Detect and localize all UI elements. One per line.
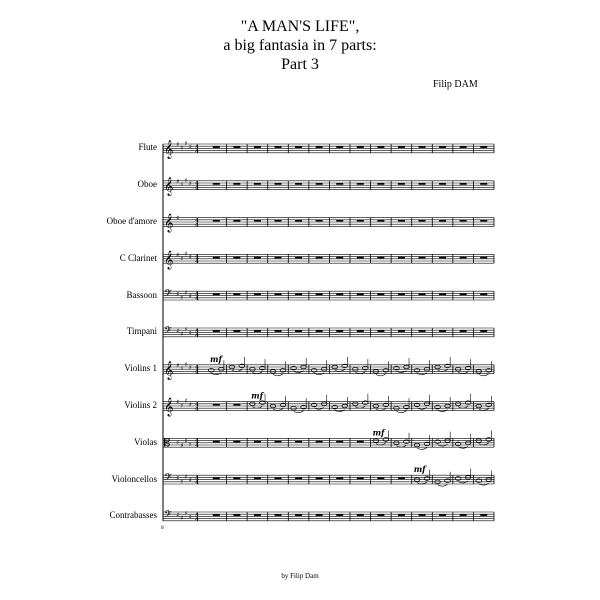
whole-rest: [213, 477, 220, 479]
whole-rest: [398, 257, 405, 259]
whole-rest: [233, 220, 240, 222]
time-sig-bottom: 4: [195, 369, 199, 376]
instrument-label: Violins 1: [124, 363, 157, 374]
alto-clef: 𝄡: [164, 436, 171, 450]
time-sig-top: 4: [195, 328, 199, 335]
whole-rest: [275, 514, 282, 516]
whole-rest: [398, 183, 405, 185]
treble-clef: 𝄞: [164, 176, 174, 196]
dynamic-mark: mf: [251, 390, 264, 401]
whole-rest: [254, 293, 261, 295]
key-sharp: ♯: [176, 290, 180, 298]
whole-rest: [377, 257, 384, 259]
treble-clef: 𝄞: [164, 360, 174, 380]
key-sharp: ♯: [184, 288, 188, 297]
instrument-label: Contrabasses: [109, 510, 157, 521]
time-sig-bottom: 4: [195, 222, 199, 229]
whole-rest: [295, 293, 302, 295]
whole-rest: [419, 220, 426, 222]
whole-rest: [295, 441, 302, 443]
whole-rest: [357, 293, 364, 295]
whole-rest: [233, 330, 240, 332]
whole-rest: [480, 293, 487, 295]
whole-rest: [377, 293, 384, 295]
whole-rest: [295, 146, 302, 148]
whole-rest: [357, 220, 364, 222]
whole-rest: [254, 220, 261, 222]
whole-rest: [275, 146, 282, 148]
whole-rest: [316, 220, 323, 222]
time-sig-top: 4: [195, 401, 199, 408]
treble-clef: 𝄞: [164, 397, 174, 417]
whole-rest: [275, 441, 282, 443]
key-sharp: ♯: [180, 180, 184, 189]
whole-rest: [377, 220, 384, 222]
instrument-label: Timpani: [126, 326, 157, 337]
bass-clef: 𝄢: [164, 508, 172, 523]
key-sharp: ♯: [180, 401, 184, 410]
measure-number: 8: [161, 525, 164, 531]
whole-rest: [439, 183, 446, 185]
title-line-3: Part 3: [281, 56, 319, 73]
whole-rest: [275, 330, 282, 332]
key-sharp: ♯: [176, 326, 180, 335]
slur: [396, 411, 406, 413]
whole-rest: [254, 477, 261, 479]
whole-rest: [336, 146, 343, 148]
dynamic-mark: mf: [210, 353, 222, 364]
time-sig-top: 4: [195, 512, 199, 519]
whole-rest: [254, 183, 261, 185]
whole-rest: [316, 514, 323, 516]
key-sharp: ♯: [188, 329, 192, 337]
key-sharp: ♯: [188, 400, 192, 409]
key-sharp: ♯: [184, 509, 188, 518]
whole-rest: [336, 514, 343, 516]
whole-rest: [213, 441, 220, 443]
key-sharp: ♯: [180, 143, 184, 152]
whole-rest: [460, 146, 467, 148]
whole-rest: [439, 330, 446, 332]
key-sharp: ♯: [180, 477, 184, 486]
whole-rest: [316, 293, 323, 295]
whole-rest: [336, 183, 343, 185]
key-sharp: ♯: [184, 360, 188, 369]
time-sig-top: 4: [195, 291, 199, 298]
whole-rest: [398, 220, 405, 222]
time-sig-top: 4: [195, 217, 199, 224]
whole-rest: [460, 330, 467, 332]
instrument-label: Violins 2: [124, 400, 157, 410]
whole-rest: [419, 146, 426, 148]
key-sharp: ♯: [184, 325, 188, 334]
time-sig-top: 4: [195, 181, 199, 188]
whole-rest: [419, 257, 426, 259]
whole-rest: [213, 330, 220, 332]
instrument-label: Violoncellos: [111, 473, 157, 484]
key-sharp: ♯: [184, 397, 188, 406]
whole-rest: [439, 220, 446, 222]
treble-clef: 𝄞: [164, 139, 174, 159]
key-sharp: ♯: [176, 510, 180, 519]
whole-rest: [377, 330, 384, 332]
key-sharp: ♯: [180, 330, 184, 339]
whole-rest: [398, 330, 405, 332]
whole-rest: [233, 257, 240, 259]
whole-rest: [419, 514, 426, 516]
key-sharp: ♯: [176, 177, 180, 186]
whole-rest: [295, 257, 302, 259]
instrument-label: Oboe: [137, 179, 157, 190]
whole-rest: [398, 514, 405, 516]
key-sharp: ♯: [188, 513, 192, 521]
footer-credit: by Filip Dam: [281, 572, 319, 580]
whole-rest: [254, 257, 261, 259]
time-sig-top: 4: [195, 365, 199, 372]
whole-rest: [316, 183, 323, 185]
key-sharp: ♯: [176, 398, 180, 407]
instrument-label: Bassoon: [126, 289, 157, 300]
key-sharp: ♯: [176, 438, 180, 447]
whole-rest: [233, 293, 240, 295]
key-sharp: ♯: [180, 293, 184, 302]
whole-rest: [316, 146, 323, 148]
composer-name: Filip DAM: [433, 79, 478, 90]
whole-rest: [419, 330, 426, 332]
whole-rest: [213, 257, 220, 259]
whole-rest: [316, 330, 323, 332]
whole-rest: [213, 514, 220, 516]
time-sig-bottom: 4: [195, 148, 199, 155]
time-sig-bottom: 4: [195, 259, 199, 266]
instrument-label: Flute: [138, 142, 157, 153]
whole-rest: [233, 404, 240, 406]
bass-clef: 𝄢: [164, 287, 172, 302]
key-sharp: ♯: [176, 361, 180, 370]
whole-rest: [377, 183, 384, 185]
whole-rest: [336, 220, 343, 222]
key-sharp: ♯: [188, 363, 192, 372]
key-sharp: ♯: [184, 176, 188, 185]
key-sharp: ♯: [188, 476, 192, 485]
key-sharp: ♯: [176, 474, 180, 482]
key-sharp: ♯: [188, 253, 192, 262]
bass-clef: 𝄢: [164, 471, 172, 486]
whole-rest: [275, 477, 282, 479]
whole-rest: [480, 257, 487, 259]
whole-rest: [295, 477, 302, 479]
whole-rest: [336, 330, 343, 332]
whole-rest: [398, 477, 405, 479]
title-line-2: a big fantasia in 7 parts:: [223, 37, 377, 54]
slur: [417, 448, 427, 450]
title-line-1: "A MAN'S LIFE",: [240, 18, 360, 35]
whole-rest: [398, 293, 405, 295]
slur: [273, 374, 283, 376]
whole-rest: [233, 477, 240, 479]
whole-rest: [398, 146, 405, 148]
whole-rest: [336, 441, 343, 443]
whole-rest: [357, 477, 364, 479]
whole-rest: [419, 183, 426, 185]
whole-rest: [336, 477, 343, 479]
whole-rest: [233, 146, 240, 148]
whole-rest: [213, 404, 220, 406]
key-sharp: ♯: [184, 249, 188, 258]
key-sharp: ♯: [184, 472, 188, 481]
slur: [376, 374, 386, 376]
key-sharp: ♯: [188, 440, 192, 449]
whole-rest: [377, 514, 384, 516]
time-sig-bottom: 4: [195, 406, 199, 413]
slur: [438, 484, 448, 486]
time-sig-bottom: 4: [195, 516, 199, 523]
time-sig-top: 4: [195, 475, 199, 482]
whole-rest: [460, 220, 467, 222]
time-sig-bottom: 4: [195, 443, 199, 450]
whole-rest: [460, 293, 467, 295]
whole-rest: [377, 477, 384, 479]
whole-rest: [480, 146, 487, 148]
key-sharp: ♯: [180, 364, 184, 373]
time-sig-bottom: 4: [195, 332, 199, 339]
time-sig-top: 4: [195, 254, 199, 261]
whole-rest: [275, 293, 282, 295]
whole-rest: [377, 146, 384, 148]
instrument-label: C Clarinet: [119, 252, 157, 263]
time-sig-bottom: 4: [195, 296, 199, 302]
treble-clef: 𝄞: [164, 249, 174, 269]
dynamic-mark: mf: [413, 464, 426, 475]
whole-rest: [213, 220, 220, 222]
time-sig-bottom: 4: [195, 185, 199, 192]
whole-rest: [295, 330, 302, 332]
whole-rest: [316, 257, 323, 259]
key-sharp: ♯: [180, 254, 184, 263]
whole-rest: [295, 183, 302, 185]
whole-rest: [336, 257, 343, 259]
bass-clef: 𝄢: [164, 324, 172, 339]
whole-rest: [460, 257, 467, 259]
whole-rest: [254, 330, 261, 332]
whole-rest: [233, 183, 240, 185]
whole-rest: [316, 441, 323, 443]
whole-rest: [254, 441, 261, 443]
treble-clef: 𝄞: [164, 213, 174, 233]
key-sharp: ♯: [176, 140, 180, 149]
key-sharp: ♯: [180, 441, 184, 450]
slur: [479, 374, 489, 376]
key-sharp: ♯: [188, 179, 192, 188]
whole-rest: [254, 514, 261, 516]
time-sig-bottom: 4: [195, 480, 199, 486]
whole-rest: [213, 293, 220, 295]
whole-rest: [213, 146, 220, 148]
whole-rest: [357, 257, 364, 259]
key-sharp: ♯: [176, 251, 180, 259]
key-sharp: ♯: [180, 514, 184, 523]
instrument-label: Violas: [134, 436, 157, 447]
whole-rest: [357, 146, 364, 148]
key-sharp: ♯: [184, 139, 188, 148]
whole-rest: [439, 293, 446, 295]
whole-rest: [460, 514, 467, 516]
whole-rest: [233, 441, 240, 443]
whole-rest: [439, 514, 446, 516]
whole-rest: [480, 330, 487, 332]
slur: [294, 411, 304, 413]
whole-rest: [439, 146, 446, 148]
time-sig-top: 4: [195, 144, 199, 151]
whole-rest: [357, 514, 364, 516]
key-sharp: ♯: [184, 437, 188, 446]
whole-rest: [460, 183, 467, 185]
whole-rest: [336, 293, 343, 295]
whole-rest: [254, 146, 261, 148]
whole-rest: [357, 330, 364, 332]
instrument-label: Oboe d'amore: [106, 216, 157, 226]
whole-rest: [213, 183, 220, 185]
whole-rest: [275, 257, 282, 259]
whole-rest: [357, 183, 364, 185]
whole-rest: [480, 514, 487, 516]
whole-rest: [439, 257, 446, 259]
whole-rest: [357, 441, 364, 443]
whole-rest: [295, 220, 302, 222]
whole-rest: [275, 220, 282, 222]
key-sharp: ♯: [188, 292, 192, 301]
whole-rest: [480, 220, 487, 222]
whole-rest: [316, 477, 323, 479]
whole-rest: [233, 514, 240, 516]
time-sig-top: 4: [195, 438, 199, 445]
key-sharp: ♯: [188, 142, 192, 151]
whole-rest: [275, 183, 282, 185]
key-sharp: ♯: [176, 214, 180, 223]
whole-rest: [295, 514, 302, 516]
whole-rest: [419, 293, 426, 295]
dynamic-mark: mf: [372, 427, 385, 438]
whole-rest: [480, 183, 487, 185]
